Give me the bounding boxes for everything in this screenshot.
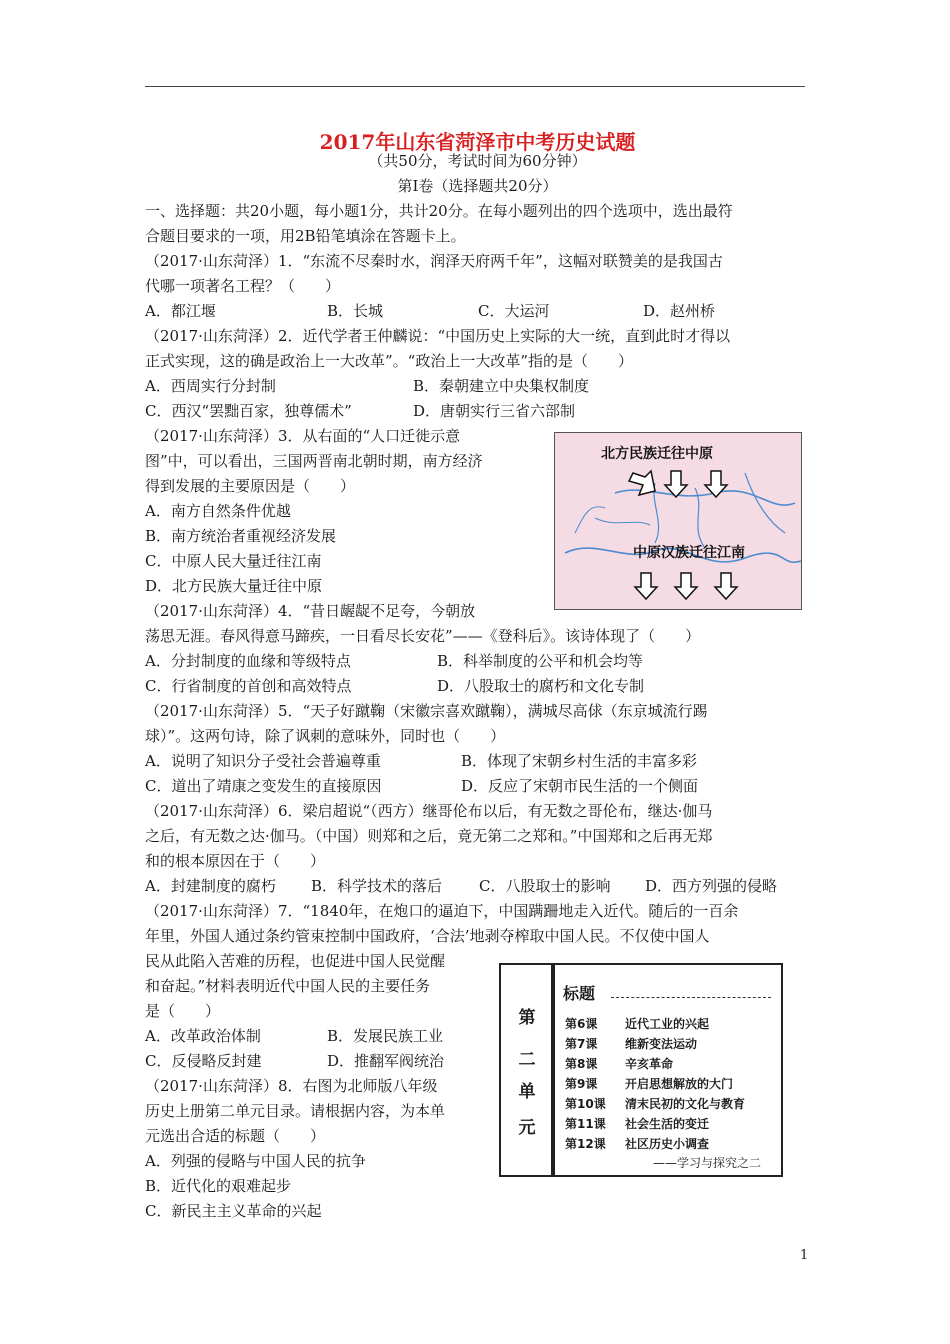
question-stem: 是（ ） [145,1002,221,1020]
question-stem: （2017·山东菏泽）3．从右面的“人口迁徙示意 [145,427,461,445]
question-stem: 荡思无涯。春风得意马蹄疾，一日看尽长安花”——《登科后》。该诗体现了（ ） [145,627,701,645]
lesson-title: 社会生活的变迁 [625,1117,710,1131]
toc-footer: ——学习与探究之二 [653,1156,762,1170]
arrow-down-icon [635,573,657,599]
lesson-number: 第8课 [565,1057,598,1071]
question-stem: 民从此陷入苦难的历程，也促进中国人民觉醒 [145,952,446,970]
option-b: B．近代化的艰难起步 [145,1177,292,1195]
lesson-number: 第6课 [565,1017,598,1031]
lesson-number: 第11课 [565,1117,606,1131]
option-b: B．南方统治者重视经济发展 [145,527,337,545]
option-a: A．都江堰 [145,302,216,320]
question-stem: （2017·山东菏泽）1．“东流不尽秦时水，润泽天府两千年”，这幅对联赞美的是我国古 [145,252,723,270]
unit-label-box [499,963,555,1177]
migration-arrow-icons [555,433,801,609]
option-d: D．反应了宋朝市民生活的一个侧面 [461,777,699,795]
lesson-number: 第12课 [565,1137,606,1151]
option-a: A．分封制度的血缘和等级特点 [145,652,351,670]
question-stem: （2017·山东菏泽）7．“1840年，在炮口的逼迫下，中国蹒跚地走入近代。随后的一百余 [145,902,739,920]
exam-subtitle: （共50分，考试时间为60分钟） [368,152,587,170]
option-b: B．长城 [327,302,384,320]
unit-contents-box [551,963,783,1177]
lesson-number: 第10课 [565,1097,606,1111]
question-stem: （2017·山东菏泽）4．“昔日龌龊不足夸，今朝放 [145,602,476,620]
question-stem: 代哪一项著名工程？（ ） [145,277,341,295]
toc-heading: 标题 [563,984,596,1003]
option-a: A．封建制度的腐朽 [145,877,276,895]
arrow-down-icon [715,573,737,599]
page-number: 1 [800,1248,809,1263]
unit-char: 元 [518,1118,536,1138]
heading-blank [611,997,771,998]
option-c: C．新民主主义革命的兴起 [145,1202,322,1220]
unit-char: 二 [518,1050,536,1070]
option-c: C．反侵略反封建 [145,1052,262,1070]
question-stem: 图”中，可以看出，三国两晋南北朝时期，南方经济 [145,452,483,470]
lesson-title: 近代工业的兴起 [625,1017,710,1031]
exam-title: 2017年山东省菏泽市中考历史试题 [319,130,636,154]
option-a: A．列强的侵略与中国人民的抗争 [145,1152,366,1170]
question-stem: 正式实现，这的确是政治上一大改革”。“政治上一大改革”指的是（ ） [145,352,634,370]
map-label-south: 中原汉族迁往江南 [633,545,745,561]
lesson-number: 第9课 [565,1077,598,1091]
arrow-down-icon [705,471,727,497]
unit-char: 第 [518,1008,536,1028]
question-stem: （2017·山东菏泽）8．右图为北师版八年级 [145,1077,438,1095]
option-c: C．西汉“罢黜百家，独尊儒术” [145,402,352,420]
question-stem: 历史上册第二单元目录。请根据内容，为本单 [145,1102,446,1120]
arrow-down-icon [675,573,697,599]
section-heading: 第Ⅰ卷（选择题共20分） [397,177,558,195]
option-c: C．大运河 [478,302,550,320]
option-d: D．北方民族大量迁往中原 [145,577,323,595]
option-a: A．南方自然条件优越 [145,502,291,520]
intro-line: 合题目要求的一项，用2B铅笔填涂在答题卡上。 [145,227,466,245]
question-stem: （2017·山东菏泽）2．近代学者王仲麟说：“中国历史上实际的大一统，直到此时才得以 [145,327,731,345]
option-c: C．行省制度的首创和高效特点 [145,677,352,695]
option-d: D．西方列强的侵略 [645,877,778,895]
lesson-title: 辛亥革命 [625,1057,674,1071]
arrow-down-right-icon [629,471,655,495]
option-d: D．唐朝实行三省六部制 [413,402,576,420]
question-stem: （2017·山东菏泽）5．“天子好蹴鞠（宋徽宗喜欢蹴鞠），满城尽高俅（东京城流行踢 [145,702,708,720]
lesson-title: 维新变法运动 [625,1037,698,1051]
option-b: B．体现了宋朝乡村生活的丰富多彩 [461,752,698,770]
question-stem: 元选出合适的标题（ ） [145,1127,326,1145]
migration-map [554,432,802,610]
question-stem: 球）”。这两句诗，除了讽刺的意味外，同时也（ ） [145,727,506,745]
option-a: A．西周实行分封制 [145,377,276,395]
map-label-north: 北方民族迁往中原 [601,446,713,462]
option-c: C．道出了靖康之变发生的直接原因 [145,777,382,795]
option-c: C．中原人民大量迁往江南 [145,552,322,570]
option-a: A．改革政治体制 [145,1027,261,1045]
option-b: B．科举制度的公平和机会均等 [437,652,644,670]
option-d: D．赵州桥 [643,302,716,320]
lesson-title: 社区历史小调查 [625,1137,710,1151]
option-c: C．八股取士的影响 [479,877,611,895]
option-b: B．发展民族工业 [327,1027,444,1045]
unit-char: 单 [518,1082,536,1102]
option-d: D．八股取士的腐朽和文化专制 [437,677,645,695]
question-stem: 之后，有无数之达·伽马。（中国）则郑和之后，竟无第二之郑和。”中国郑和之后再无郑 [145,827,713,845]
top-rule [145,86,805,87]
lesson-number: 第7课 [565,1037,598,1051]
question-stem: 和奋起。”材料表明近代中国人民的主要任务 [145,977,431,995]
question-stem: 年里，外国人通过条约管束控制中国政府，‘合法’地剥夺榨取中国人民。不仅使中国人 [145,927,710,945]
lesson-title: 开启思想解放的大门 [625,1077,734,1091]
option-b: B．科学技术的落后 [311,877,443,895]
question-stem: （2017·山东菏泽）6．梁启超说“（西方）继哥伦布以后，有无数之哥伦布，继达·伽马 [145,802,713,820]
option-d: D．推翻军阀统治 [327,1052,445,1070]
intro-line: 一、选择题：共20小题，每小题1分，共计20分。在每小题列出的四个选项中，选出最符 [145,202,733,220]
option-a: A．说明了知识分子受社会普遍尊重 [145,752,381,770]
arrow-down-icon [665,471,687,497]
option-b: B．秦朝建立中央集权制度 [413,377,590,395]
question-stem: 得到发展的主要原因是（ ） [145,477,356,495]
question-stem: 和的根本原因在于（ ） [145,852,326,870]
lesson-title: 清末民初的文化与教育 [625,1097,746,1111]
